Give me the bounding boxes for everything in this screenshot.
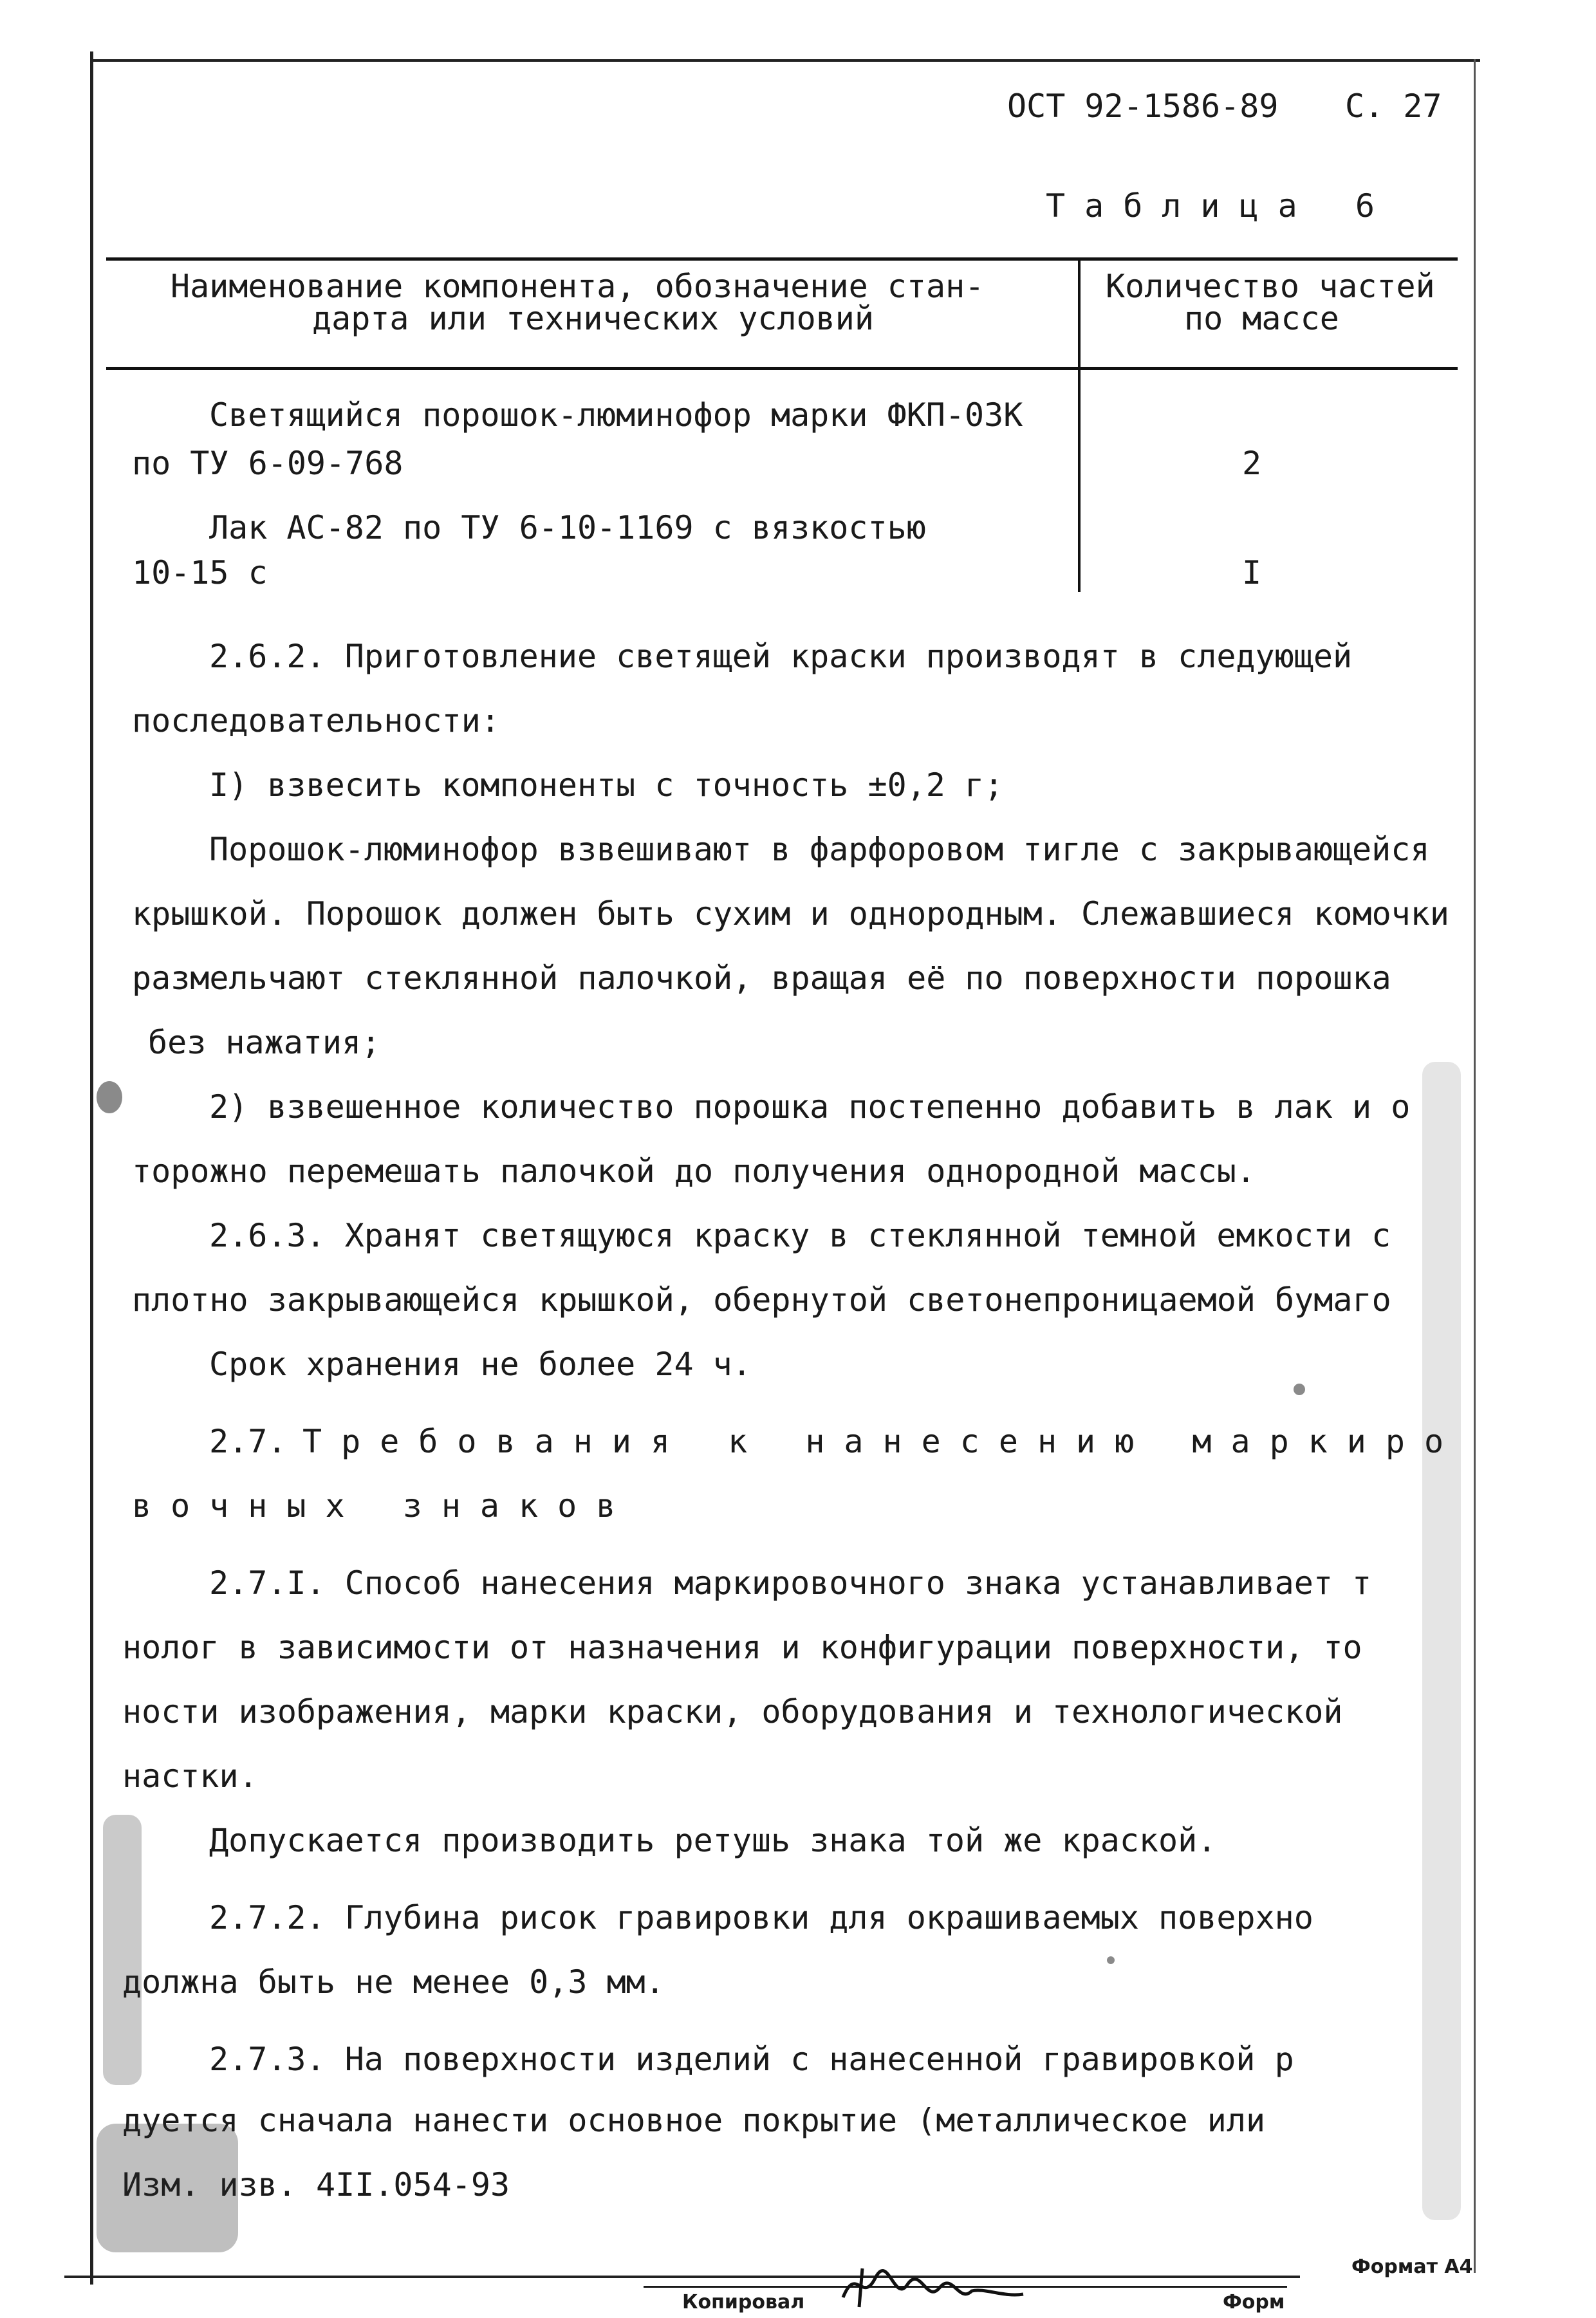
paragraph-line: Изм. изв. 4II.054-93	[122, 2166, 510, 2203]
table-row-1-name-line1: Светящийся порошок-люминофор марки ФКП-03К	[209, 396, 1023, 434]
scan-noise	[1107, 1956, 1115, 1964]
paragraph-line: настки.	[122, 1757, 258, 1795]
table-row-2-name-line1: Лак АС-82 по ТУ 6-10-1169 с вязкостью	[209, 509, 926, 546]
paragraph-line: 2.7.2. Глубина рисок гравировки для окрашиваемых поверхно	[209, 1899, 1313, 1936]
scan-noise	[97, 1081, 122, 1113]
paragraph-line: 2.6.3. Хранят светящуюся краску в стеклянной темной емкости с	[209, 1217, 1391, 1254]
table-row-1-name-line2: по ТУ 6-09-768	[132, 445, 404, 482]
paragraph-line: 2) взвешенное количество порошка постепенно добавить в лак и о	[209, 1088, 1411, 1126]
paragraph-line: нолог в зависимости от назначения и конфигурации поверхности, то	[122, 1629, 1362, 1666]
table-column-divider	[1078, 257, 1081, 592]
paragraph-line: ности изображения, марки краски, оборудования и технологической	[122, 1693, 1343, 1730]
paragraph-line: Срок хранения не более 24 ч.	[209, 1346, 752, 1383]
table-row-2-quantity: I	[1242, 554, 1262, 591]
paragraph-line: I) взвесить компоненты с точность ±0,2 г;	[209, 766, 1004, 804]
document-code: ОСТ 92-1586-89	[1007, 88, 1279, 125]
table-title: Таблица 6	[1046, 187, 1394, 225]
table-row-2-name-line2: 10-15 с	[132, 554, 268, 591]
section-heading-line1: Требования к нанесению маркиро	[302, 1423, 1463, 1460]
scan-noise	[97, 2124, 238, 2252]
scan-noise	[1422, 1062, 1461, 2220]
frame-top-border	[90, 59, 1480, 62]
format-label: Формат А4	[1351, 2256, 1473, 2278]
paragraph-line: торожно перемешать палочкой до получения однородной массы.	[132, 1153, 1256, 1190]
paragraph-line: 2.7.I. Способ нанесения маркировочного знака устанавливает т	[209, 1564, 1372, 1602]
table-header-component-line1: Наименование компонента, обозначение стан-	[171, 268, 985, 305]
paragraph-line: 2.7.3. На поверхности изделий с нанесенной гравировкой р	[209, 2041, 1294, 2078]
table-row-1-quantity: 2	[1242, 445, 1262, 482]
page-number: С. 27	[1345, 88, 1442, 125]
scan-noise	[103, 1815, 142, 2085]
section-heading-line2: вочных знаков	[132, 1487, 635, 1525]
paragraph-line: Порошок-люминофор взвешивают в фарфоровом тигле с закрывающейся	[209, 831, 1430, 868]
paragraph-line: дуется сначала нанести основное покрытие (металлическое или	[122, 2102, 1266, 2139]
paragraph-line: плотно закрывающейся крышкой, обернутой светонепроницаемой бумаго	[132, 1281, 1391, 1319]
scan-noise	[1294, 1384, 1305, 1395]
paragraph-line: крышкой. Порошок должен быть сухим и однородным. Слежавшиеся комочки	[132, 895, 1449, 932]
paragraph-line: 2.6.2. Приготовление светящей краски производят в следующей	[209, 638, 1353, 675]
signature-icon	[837, 2259, 1030, 2310]
format-label-partial: Форм	[1223, 2291, 1285, 2313]
paragraph-line: Допускается производить ретушь знака той же краской.	[209, 1822, 1217, 1859]
table-header-rule	[106, 367, 1458, 370]
table-header-quantity-line1: Количество частей	[1106, 268, 1435, 305]
frame-bottom-border	[64, 2276, 1300, 2278]
paragraph-line: без нажатия;	[148, 1024, 381, 1061]
paragraph-line: должна быть не менее 0,3 мм.	[122, 1963, 665, 2001]
table-header-quantity-line2: по массе	[1184, 300, 1339, 337]
table-header-component-line2: дарта или технических условий	[312, 300, 874, 337]
frame-left-border	[90, 51, 93, 2285]
frame-right-border	[1474, 59, 1476, 2273]
paragraph-line: размельчают стеклянной палочкой, вращая её по поверхности порошка	[132, 960, 1391, 997]
paragraph-line: последовательности:	[132, 702, 500, 739]
copied-by-label: Копировал	[682, 2291, 805, 2313]
section-heading-number: 2.7.	[209, 1423, 287, 1460]
table-top-rule	[106, 257, 1458, 261]
